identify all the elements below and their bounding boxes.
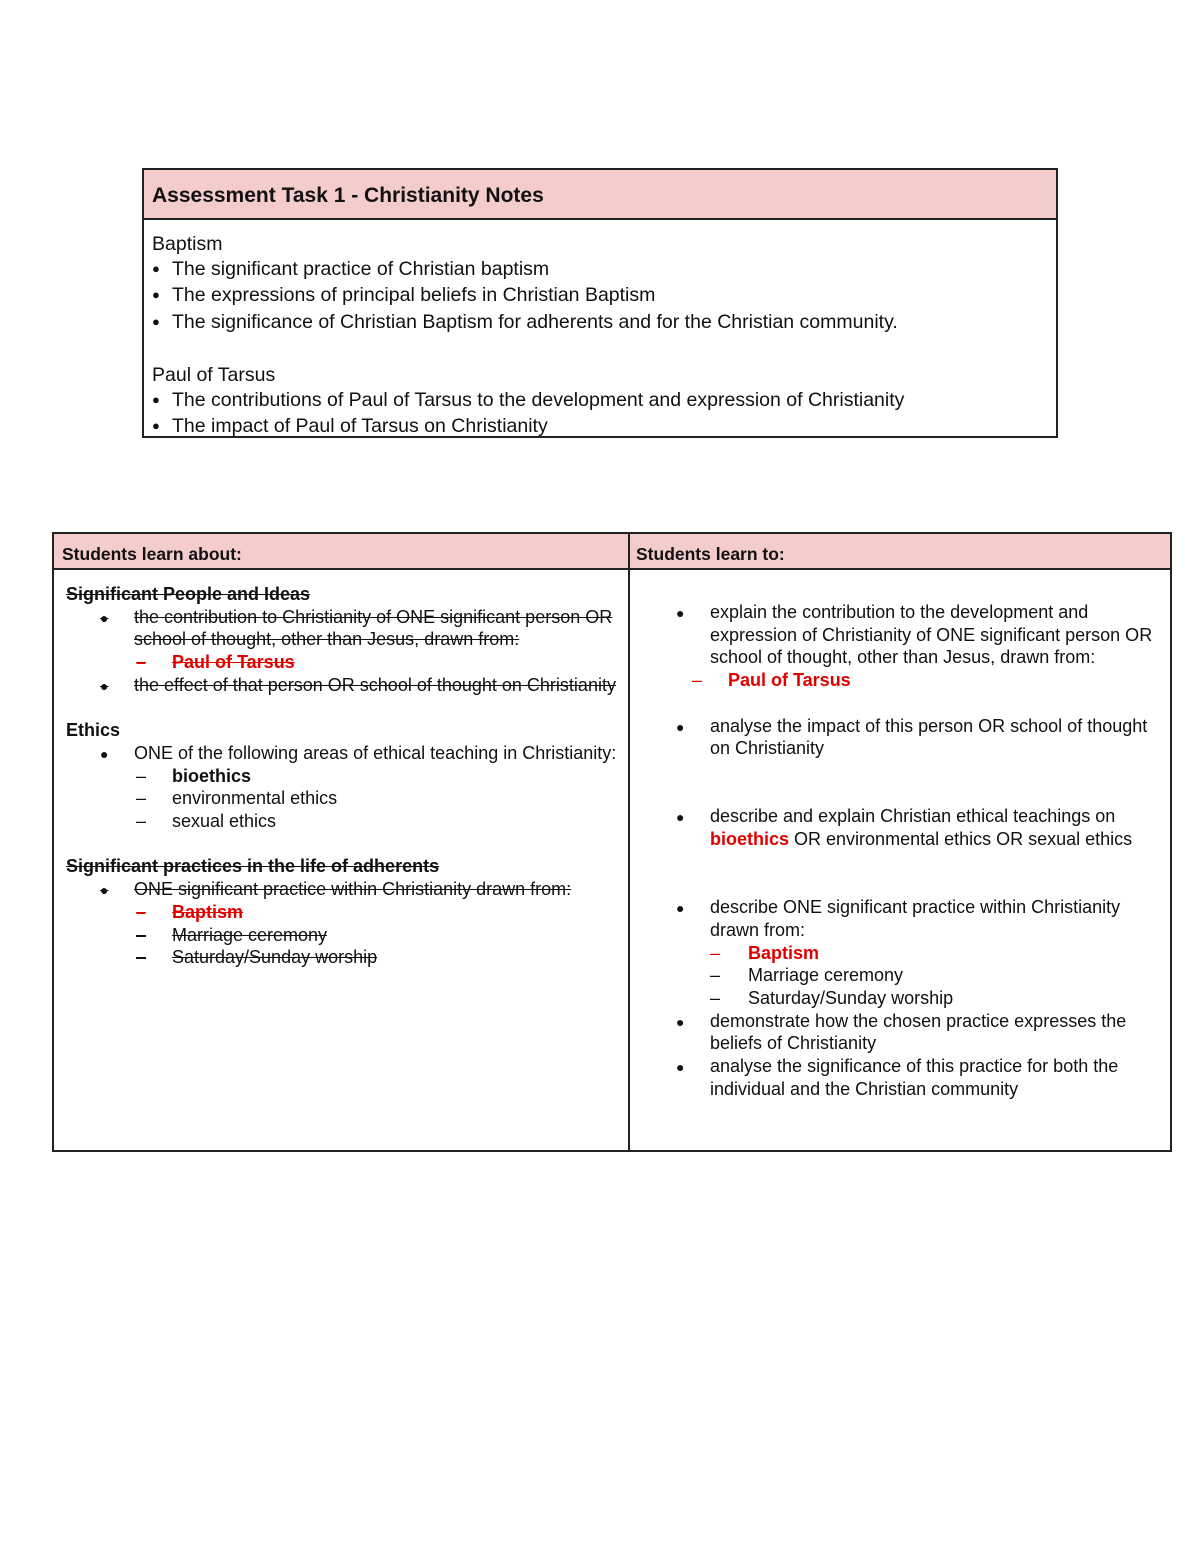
- list-item: ● the contribution to Christianity of ONE significant person OR school of thought, other than Jesus, drawn from:: [66, 606, 621, 651]
- list-item: ● The contributions of Paul of Tarsus to the development and expression of Christianity: [152, 388, 905, 411]
- summary-box: [142, 168, 1058, 438]
- section-heading-paul: Paul of Tarsus: [152, 363, 276, 386]
- bullet-icon: ●: [676, 900, 685, 917]
- dash-icon: –: [692, 670, 703, 691]
- right-column: [674, 601, 1160, 1100]
- bullet-icon: ●: [152, 391, 160, 407]
- bullet-icon: ●: [676, 809, 685, 826]
- dash-icon: –: [136, 811, 147, 832]
- bullet-icon: ●: [676, 1059, 685, 1076]
- bullet-icon: ●: [152, 260, 160, 276]
- list-item: – sexual ethics: [136, 811, 277, 832]
- bullet-icon: ●: [676, 718, 685, 735]
- people-heading: Significant People and Ideas: [66, 584, 311, 604]
- bullet-icon: ●: [152, 418, 160, 434]
- ethics-heading: Ethics: [66, 720, 121, 741]
- dash-icon: –: [136, 788, 147, 809]
- dash-icon: –: [136, 652, 147, 673]
- list-item: ● The significance of Christian Baptism for adherents and for the Christian community.: [152, 311, 898, 334]
- left-column: [66, 583, 621, 969]
- list-item: ● analyse the significance of this practice for both the individual and the Christian community: [674, 1055, 1160, 1100]
- practices-heading: Significant practices in the life of adherents: [66, 856, 440, 877]
- list-item: – Baptism: [710, 942, 820, 963]
- syllabus-table: [52, 532, 1172, 1152]
- summary-box-body: [144, 220, 1056, 441]
- list-item: ● demonstrate how the chosen practice expresses the beliefs of Christianity: [674, 1010, 1160, 1055]
- list-item: – Marriage ceremony: [710, 965, 904, 986]
- list-item: ● ONE of the following areas of ethical teaching in Christianity:: [66, 742, 621, 765]
- list-item: ● The expressions of principal beliefs in Christian Baptism: [152, 284, 656, 307]
- list-item: ● the effect of that person OR school of thought on Christianity: [66, 674, 621, 697]
- list-item: – Marriage ceremony: [136, 924, 328, 945]
- dash-icon: –: [136, 947, 147, 968]
- list-item: ● describe ONE significant practice within Christianity drawn from:: [674, 896, 1160, 941]
- bullet-icon: ●: [152, 287, 160, 303]
- dash-icon: –: [710, 942, 721, 963]
- summary-box-title: Assessment Task 1 - Christianity Notes: [144, 170, 1056, 220]
- header-learn-to: Students learn to:: [636, 544, 785, 564]
- bullet-icon: ●: [676, 605, 685, 621]
- bullet-icon: ●: [676, 1013, 685, 1030]
- list-item: ● The significant practice of Christian baptism: [152, 257, 550, 280]
- bullet-icon: ●: [100, 609, 109, 626]
- column-divider: [628, 534, 630, 1150]
- list-item: ● analyse the impact of this person OR school of thought on Christianity: [674, 715, 1160, 760]
- list-item: – environmental ethics: [136, 788, 338, 809]
- bullet-icon: ●: [100, 882, 109, 899]
- dash-icon: –: [136, 924, 147, 945]
- list-item: – Saturday/Sunday worship: [136, 947, 378, 968]
- bullet-icon: ●: [100, 745, 109, 762]
- list-item: – Paul of Tarsus: [136, 652, 295, 673]
- header-learn-about: Students learn about:: [62, 544, 242, 564]
- list-item: ● ONE significant practice within Christianity drawn from:: [66, 878, 621, 901]
- list-item: ● The impact of Paul of Tarsus on Christianity: [152, 415, 548, 438]
- bioethics-highlight: bioethics: [710, 829, 790, 849]
- table-header-row: [54, 534, 1170, 570]
- bullet-icon: ●: [100, 677, 109, 694]
- dash-icon: –: [136, 901, 147, 922]
- list-item: ● describe and explain Christian ethical teachings on bioethics OR environmental ethics OR sexual ethics: [674, 805, 1160, 850]
- dash-icon: –: [136, 765, 147, 786]
- section-heading-baptism: Baptism: [152, 233, 223, 255]
- dash-icon: –: [710, 965, 721, 986]
- bullet-icon: ●: [152, 314, 160, 330]
- list-item: ● explain the contribution to the development and expression of Christianity of ONE significant person OR school of thought, other than Jesus, drawn from:: [674, 601, 1160, 669]
- list-item: – bioethics: [136, 765, 252, 786]
- list-item: – Baptism: [136, 901, 244, 922]
- list-item: – Paul of Tarsus: [692, 670, 851, 691]
- dash-icon: –: [710, 987, 721, 1008]
- list-item: – Saturday/Sunday worship: [710, 987, 954, 1008]
